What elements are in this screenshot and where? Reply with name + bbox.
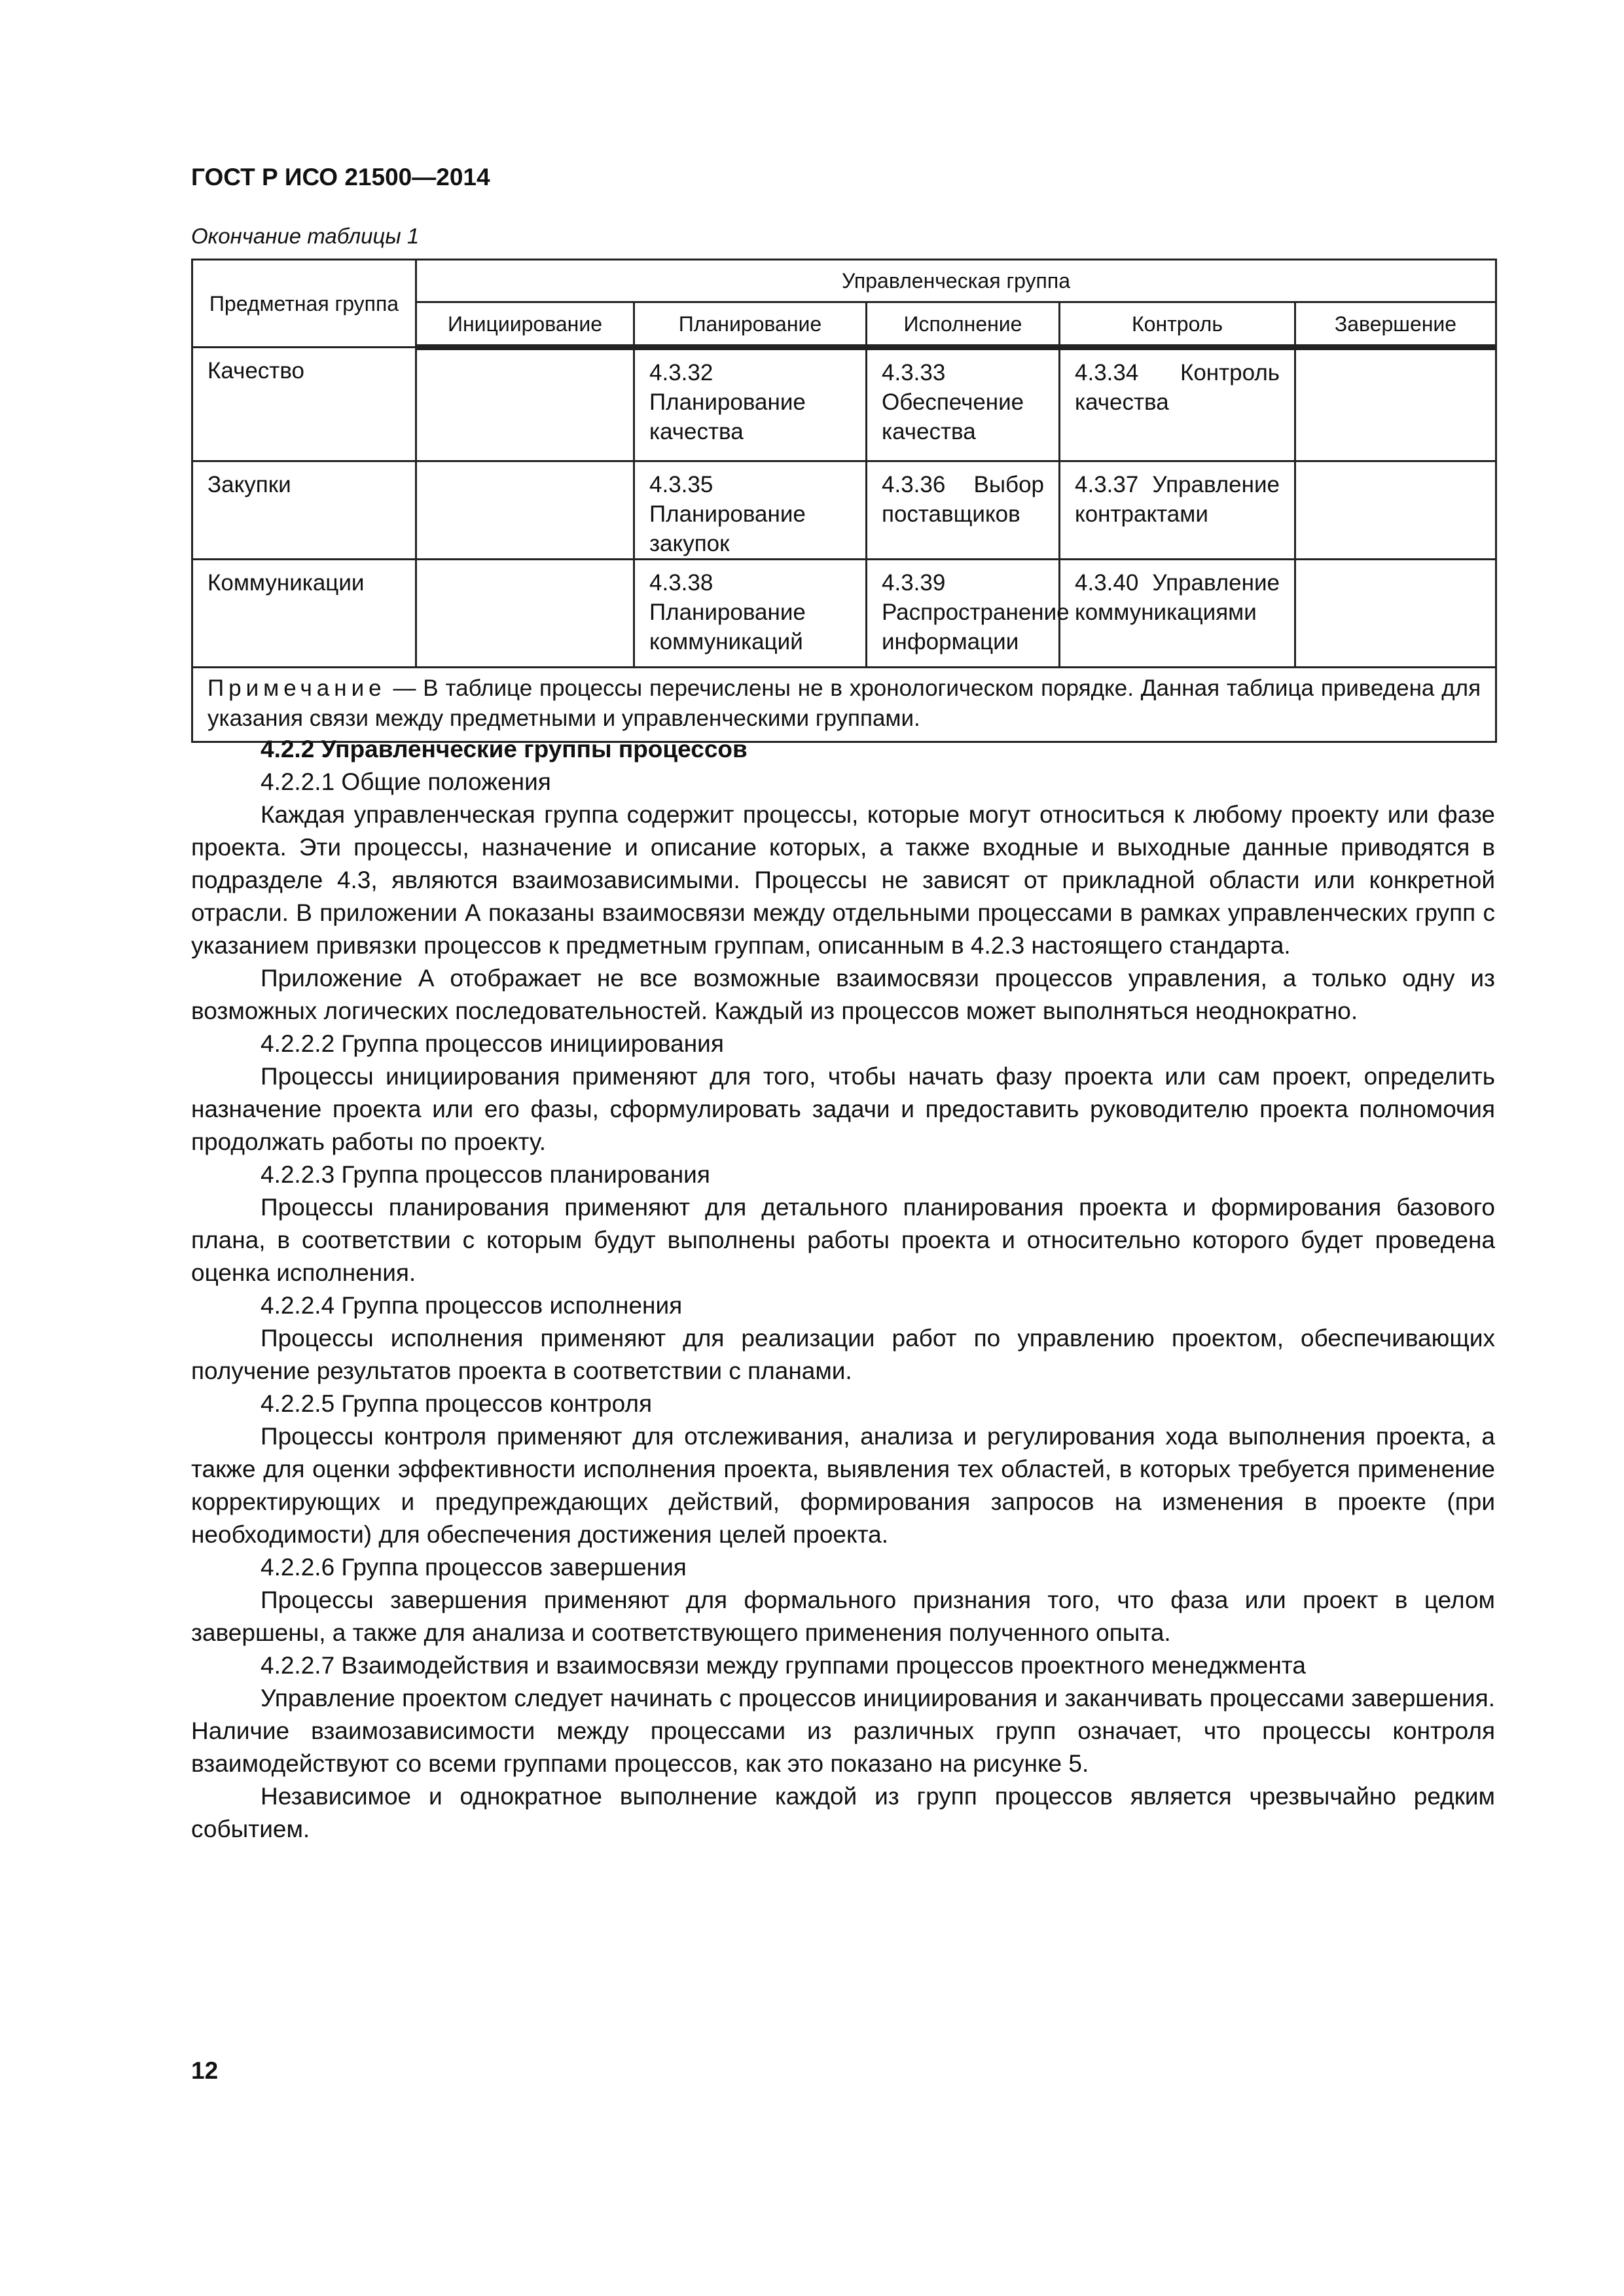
table-row <box>192 348 1496 461</box>
subsection-heading: 4.2.2.2 Группа процессов инициирования <box>261 1030 724 1057</box>
table-header-row <box>192 260 1496 302</box>
subject-cell: Коммуникации <box>192 560 416 668</box>
table-cell: 4.3.36 Выбор поставщиков <box>867 461 1060 560</box>
document-header: ГОСТ Р ИСО 21500—2014 <box>191 164 490 190</box>
paragraph: Процессы исполнения применяют для реализации работ по управлению проектом, обеспечивающих получение результатов проекта в соответствии с планами. <box>191 1325 1495 1384</box>
subsection-heading: 4.2.2.3 Группа процессов планирования <box>261 1161 710 1188</box>
column-header: Завершение <box>1295 302 1496 348</box>
table-cell: 4.3.35 Планирование закупок <box>634 461 867 560</box>
subject-cell: Закупки <box>192 461 416 560</box>
paragraph: Каждая управленческая группа содержит процессы, которые могут относиться к любому проекту или фазе проекта. Эти процессы, назначение и описание которых, а также входные и выходные данные приводятся в подразделе 4.3, являются взаимозависимыми. Процессы не зависят от прикладной области или конкретной отрасли. В приложении А показаны взаимосвязи между отдельными процессами в рамках управленческих групп с указанием привязки процессов к предметным группам, описанным в 4.2.3 настоящего стандарта. <box>191 801 1495 959</box>
table-row <box>192 560 1496 668</box>
table-cell <box>1295 560 1496 668</box>
table-cell <box>1295 348 1496 461</box>
table-cell: 4.3.33 Обеспечение качества <box>867 348 1060 461</box>
table-cell: 4.3.40 Управление коммуникациями <box>1060 560 1295 668</box>
subsection-heading: 4.2.2.6 Группа процессов завершения <box>261 1554 687 1581</box>
table-cell: 4.3.39 Распространение информации <box>867 560 1060 668</box>
management-group-header: Управленческая группа <box>416 260 1496 302</box>
table-row <box>192 461 1496 560</box>
subsection-heading: 4.2.2.5 Группа процессов контроля <box>261 1390 652 1417</box>
document-body <box>191 733 1495 1846</box>
table-cell: 4.3.34 Контроль качества <box>1060 348 1295 461</box>
table-note-row <box>192 668 1496 742</box>
paragraph: Процессы инициирования применяют для того, чтобы начать фазу проекта или сам проект, определить назначение проекта или его фазы, сформулировать задачи и предоставить руководителю проекта полномочия продолжать работы по проекту. <box>191 1063 1495 1155</box>
table-cell <box>416 560 634 668</box>
section-heading: 4.2.2 Управленческие группы процессов <box>261 736 748 762</box>
table-cell <box>1295 461 1496 560</box>
paragraph: Приложение А отображает не все возможные взаимосвязи процессов управления, а только одну из возможных логических последовательностей. Каждый из процессов может выполняться неоднократно. <box>191 965 1495 1024</box>
process-table <box>191 259 1497 743</box>
paragraph: Процессы контроля применяют для отслеживания, анализа и регулирования хода выполнения проекта, а также для оценки эффективности исполнения проекта, выявления тех областей, в которых требуется применение корректирующих и предупреждающих действий, формирования запросов на изменения в проекте (при необходимости) для обеспечения достижения целей проекта. <box>191 1423 1495 1548</box>
column-header: Исполнение <box>867 302 1060 348</box>
subsection-heading: 4.2.2.1 Общие положения <box>261 768 551 795</box>
subsection-heading: 4.2.2.7 Взаимодействия и взаимосвязи между группами процессов проектного менеджмента <box>261 1652 1306 1679</box>
subject-cell: Качество <box>192 348 416 461</box>
column-header: Контроль <box>1060 302 1295 348</box>
paragraph: Управление проектом следует начинать с процессов инициирования и заканчивать процессами завершения. Наличие взаимозависимости между процессами из различных групп означает, что процессы контроля взаимодействуют со всеми группами процессов, как это показано на рисунке 5. <box>191 1685 1495 1777</box>
table-cell: 4.3.37 Управление контрактами <box>1060 461 1295 560</box>
note-text: — В таблице процессы перечислены не в хронологическом порядке. Данная таблица приведена для указания связи между предметными и управленческими группами. <box>208 675 1481 731</box>
paragraph: Процессы планирования применяют для детального планирования проекта и формирования базового плана, в соответствии с которым будут выполнены работы проекта и относительно которого будет проведена оценка исполнения. <box>191 1194 1495 1286</box>
page-number: 12 <box>191 2057 219 2084</box>
table-cell <box>416 461 634 560</box>
table-note <box>192 668 1496 742</box>
column-header: Планирование <box>634 302 867 348</box>
subsection-heading: 4.2.2.4 Группа процессов исполнения <box>261 1292 683 1319</box>
note-label: Примечание <box>208 675 386 701</box>
table-cell: 4.3.32 Планирование качества <box>634 348 867 461</box>
table-cell <box>416 348 634 461</box>
column-header: Инициирование <box>416 302 634 348</box>
table-cell: 4.3.38 Планирование коммуникаций <box>634 560 867 668</box>
subject-group-header: Предметная группа <box>192 260 416 348</box>
paragraph: Независимое и однократное выполнение каждой из групп процессов является чрезвычайно редким событием. <box>191 1783 1495 1842</box>
paragraph: Процессы завершения применяют для формального признания того, что фаза или проект в целом завершены, а также для анализа и соответствующего применения полученного опыта. <box>191 1587 1495 1646</box>
table-caption: Окончание таблицы 1 <box>191 224 420 248</box>
